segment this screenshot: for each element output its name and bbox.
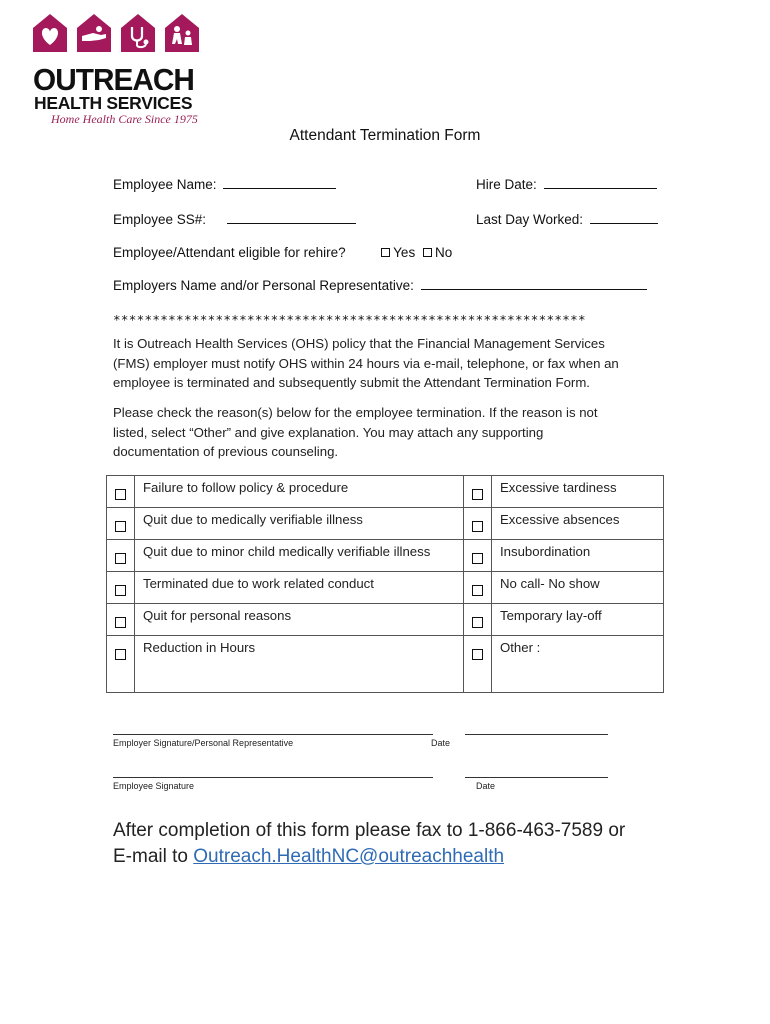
reason-label: Quit due to minor child medically verifiable illness	[135, 540, 464, 572]
fax-text: After completion of this form please fax to	[113, 820, 468, 841]
hire-date-field	[476, 174, 657, 194]
last-day-label: Last Day Worked:	[476, 212, 584, 227]
table-row	[107, 476, 664, 508]
last-day-input[interactable]	[590, 209, 658, 224]
caregiver-icon	[165, 14, 199, 52]
employee-name-input[interactable]	[223, 174, 336, 189]
employee-ss-label: Employee SS#:	[113, 212, 207, 227]
logo-house-icons	[33, 14, 203, 52]
reason-label: Excessive tardiness	[492, 476, 664, 508]
termination-reasons-table	[106, 475, 664, 693]
employer-date-label: Date	[431, 738, 451, 748]
company-logo	[33, 14, 203, 126]
hire-date-input[interactable]	[544, 174, 657, 189]
employee-signature-line[interactable]	[113, 777, 433, 778]
brand-subtitle: HEALTH SERVICES	[34, 93, 193, 113]
brand-tagline: Home Health Care Since 1975	[51, 112, 198, 126]
employers-name-label: Employers Name and/or Personal Representative:	[113, 278, 414, 293]
employer-date-line[interactable]	[465, 734, 608, 735]
rehire-no-checkbox[interactable]	[423, 248, 432, 257]
employee-ss-input[interactable]	[227, 209, 356, 224]
reason-checkbox[interactable]	[472, 521, 483, 532]
reason-checkbox[interactable]	[115, 617, 126, 628]
reason-label: Reduction in Hours	[135, 636, 464, 693]
table-row	[107, 604, 664, 636]
stethoscope-icon	[121, 14, 155, 52]
separator-line: ************************************************************	[113, 312, 586, 327]
rehire-label: Employee/Attendant eligible for rehire?	[113, 245, 346, 260]
employee-name-field	[113, 174, 336, 194]
fax-number: 1-866-463-7589	[467, 820, 604, 841]
helping-hand-icon	[77, 14, 111, 52]
employee-date-label: Date	[476, 781, 496, 791]
reason-checkbox[interactable]	[115, 585, 126, 596]
instructions-paragraph: Please check the reason(s) below for the employee termination. If the reason is not listed, select “Other” and give explanation. You may attach any supporting documentation of previous counseling.	[113, 405, 598, 459]
table-row	[107, 508, 664, 540]
employer-signature-line[interactable]	[113, 734, 433, 735]
employers-name-field	[113, 275, 647, 295]
form-title: Attendant Termination Form	[289, 127, 481, 144]
table-row	[107, 540, 664, 572]
brand-name: OUTREACH	[33, 62, 194, 97]
reason-checkbox[interactable]	[115, 521, 126, 532]
reason-label: Excessive absences	[492, 508, 664, 540]
rehire-field	[113, 244, 452, 262]
table-row	[107, 636, 664, 693]
reason-label: Temporary lay-off	[492, 604, 664, 636]
reason-checkbox[interactable]	[115, 649, 126, 660]
reason-checkbox[interactable]	[472, 617, 483, 628]
reason-checkbox[interactable]	[472, 489, 483, 500]
employee-ss-field	[113, 209, 356, 229]
hire-date-label: Hire Date:	[476, 177, 537, 192]
reason-label: Terminated due to work related conduct	[135, 572, 464, 604]
email-instruction	[113, 844, 504, 870]
email-text: E-mail to	[113, 846, 194, 867]
reason-label: Quit due to medically verifiable illness	[135, 508, 464, 540]
reason-label: Insubordination	[492, 540, 664, 572]
reason-checkbox[interactable]	[472, 649, 483, 660]
last-day-field	[476, 209, 658, 229]
employee-name-label: Employee Name:	[113, 177, 217, 192]
reason-checkbox[interactable]	[115, 553, 126, 564]
fax-instruction	[113, 818, 625, 844]
rehire-no-label: No	[434, 245, 453, 260]
reason-checkbox[interactable]	[115, 489, 126, 500]
table-row	[107, 572, 664, 604]
employee-date-line[interactable]	[465, 777, 608, 778]
reason-label: Quit for personal reasons	[135, 604, 464, 636]
rehire-yes-label: Yes	[393, 245, 416, 260]
heart-icon	[33, 14, 67, 52]
rehire-yes-checkbox[interactable]	[381, 248, 390, 257]
policy-paragraph: It is Outreach Health Services (OHS) policy that the Financial Management Services (FMS) employer must notify OHS within 24 hours via e-mail, telephone, or fax when an employee is terminated and subsequently submit the Attendant Termination Form.	[113, 336, 619, 390]
reason-checkbox[interactable]	[472, 553, 483, 564]
fax-text-suffix: or	[603, 820, 626, 841]
reason-checkbox[interactable]	[472, 585, 483, 596]
reason-label: Failure to follow policy & procedure	[135, 476, 464, 508]
employers-name-input[interactable]	[421, 275, 647, 290]
reason-label: No call- No show	[492, 572, 664, 604]
employee-signature-label: Employee Signature	[113, 781, 195, 791]
reason-label[interactable]: Other :	[492, 636, 664, 693]
employer-signature-label: Employer Signature/Personal Representative	[113, 738, 294, 748]
email-link[interactable]: Outreach.HealthNC@outreachhealth	[193, 846, 505, 867]
